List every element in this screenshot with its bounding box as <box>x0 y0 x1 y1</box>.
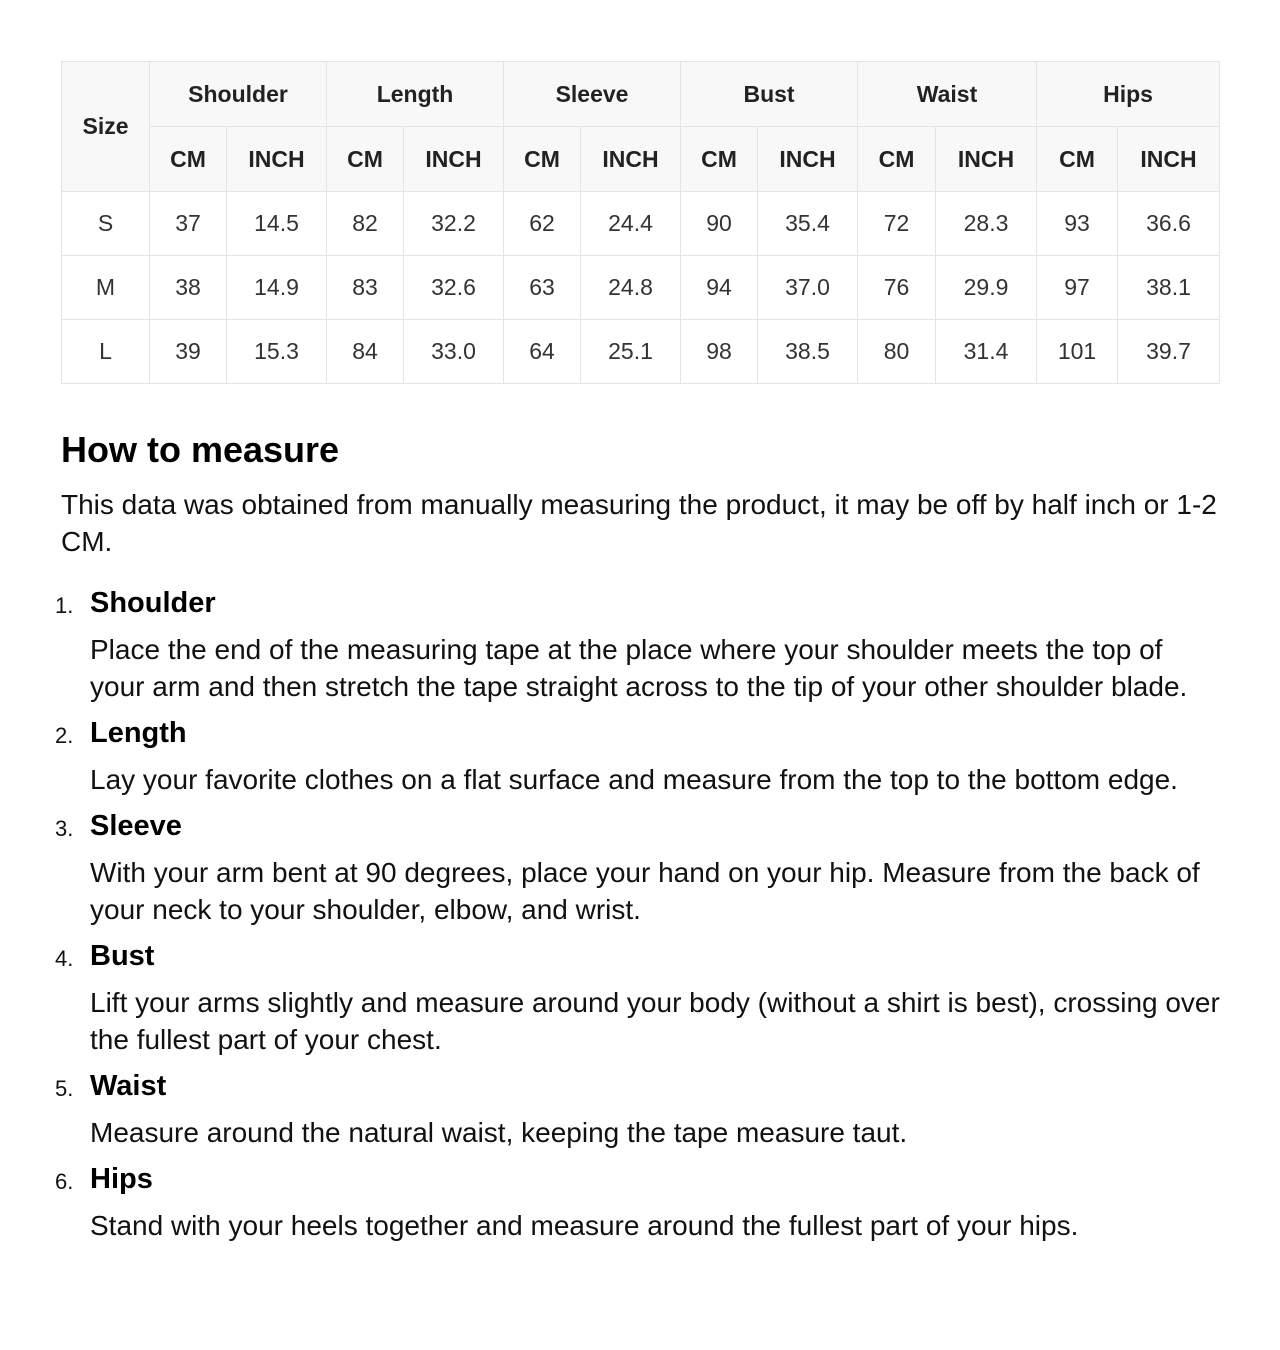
list-item <box>55 716 1219 798</box>
step-text-shoulder: Place the end of the measuring tape at the place where your shoulder meets the top of your arm and then stretch the tape straight across to the tip of your other shoulder blade. <box>90 634 1188 702</box>
step-text-bust: Lift your arms slightly and measure around your body (without a shirt is best), crossing over the fullest part of your chest. <box>90 987 1220 1055</box>
table-cell: 93 <box>1037 192 1118 256</box>
unit-header-inch: INCH <box>936 127 1037 192</box>
step-title-shoulder: Shoulder <box>90 587 216 619</box>
table-cell: 64 <box>504 320 581 384</box>
size-chart-table <box>61 61 1220 384</box>
table-cell: 38 <box>150 256 227 320</box>
table-cell: 63 <box>504 256 581 320</box>
unit-header-inch: INCH <box>404 127 504 192</box>
table-cell: 33.0 <box>404 320 504 384</box>
step-title-hips: Hips <box>90 1163 153 1195</box>
group-header-bust: Bust <box>681 62 858 127</box>
unit-header-cm: CM <box>327 127 404 192</box>
group-header-sleeve: Sleeve <box>504 62 681 127</box>
table-cell: 76 <box>858 256 936 320</box>
step-number: 2. <box>55 723 74 748</box>
table-cell: 101 <box>1037 320 1118 384</box>
step-text-sleeve: With your arm bent at 90 degrees, place your hand on your hip. Measure from the back of your neck to your shoulder, elbow, and wrist. <box>90 857 1200 925</box>
unit-header-cm: CM <box>681 127 758 192</box>
how-to-measure-title: How to measure <box>61 429 340 470</box>
unit-header-cm: CM <box>504 127 581 192</box>
table-row <box>62 256 1220 320</box>
table-cell: 24.4 <box>581 192 681 256</box>
step-text-hips: Stand with your heels together and measure around the fullest part of your hips. <box>90 1210 1079 1241</box>
list-item <box>55 809 1219 928</box>
table-cell: 25.1 <box>581 320 681 384</box>
table-cell: 38.5 <box>758 320 858 384</box>
size-cell: M <box>62 256 150 320</box>
step-title-waist: Waist <box>90 1070 167 1102</box>
table-cell: 24.8 <box>581 256 681 320</box>
step-number: 6. <box>55 1169 74 1194</box>
step-number: 1. <box>55 593 74 618</box>
table-cell: 62 <box>504 192 581 256</box>
table-cell: 80 <box>858 320 936 384</box>
group-header-waist: Waist <box>858 62 1037 127</box>
table-cell: 39.7 <box>1118 320 1220 384</box>
step-text-waist: Measure around the natural waist, keeping the tape measure taut. <box>90 1117 908 1148</box>
table-cell: 39 <box>150 320 227 384</box>
table-row <box>62 192 1220 256</box>
table-unit-row <box>62 127 1220 192</box>
step-title-sleeve: Sleeve <box>90 810 182 842</box>
unit-header-cm: CM <box>858 127 936 192</box>
table-cell: 36.6 <box>1118 192 1220 256</box>
table-cell: 14.5 <box>227 192 327 256</box>
unit-header-inch: INCH <box>581 127 681 192</box>
table-cell: 32.6 <box>404 256 504 320</box>
table-cell: 72 <box>858 192 936 256</box>
list-item <box>55 939 1220 1058</box>
measurement-steps-list <box>55 586 1220 1244</box>
step-text-length: Lay your favorite clothes on a flat surface and measure from the top to the bottom edge. <box>90 764 1178 795</box>
step-number: 5. <box>55 1076 74 1101</box>
table-cell: 32.2 <box>404 192 504 256</box>
table-cell: 28.3 <box>936 192 1037 256</box>
size-guide <box>55 61 1220 1255</box>
group-header-hips: Hips <box>1037 62 1220 127</box>
list-item <box>55 586 1219 705</box>
table-cell: 35.4 <box>758 192 858 256</box>
table-cell: 94 <box>681 256 758 320</box>
step-number: 3. <box>55 816 74 841</box>
step-title-bust: Bust <box>90 940 155 972</box>
unit-header-inch: INCH <box>758 127 858 192</box>
measurement-disclaimer: This data was obtained from manually measuring the product, it may be off by half inch or 1-2 CM. <box>61 489 1217 557</box>
unit-header-cm: CM <box>1037 127 1118 192</box>
unit-header-cm: CM <box>150 127 227 192</box>
table-cell: 97 <box>1037 256 1118 320</box>
table-cell: 90 <box>681 192 758 256</box>
table-cell: 31.4 <box>936 320 1037 384</box>
table-cell: 38.1 <box>1118 256 1220 320</box>
unit-header-inch: INCH <box>227 127 327 192</box>
table-cell: 14.9 <box>227 256 327 320</box>
table-row <box>62 320 1220 384</box>
list-item <box>55 1162 1219 1244</box>
list-item <box>55 1069 1219 1151</box>
step-number: 4. <box>55 946 74 971</box>
group-header-length: Length <box>327 62 504 127</box>
table-cell: 15.3 <box>227 320 327 384</box>
group-header-shoulder: Shoulder <box>150 62 327 127</box>
table-cell: 37.0 <box>758 256 858 320</box>
step-title-length: Length <box>90 717 187 749</box>
table-cell: 37 <box>150 192 227 256</box>
size-column-header: Size <box>62 62 150 192</box>
size-cell: S <box>62 192 150 256</box>
table-header-row <box>62 62 1220 127</box>
table-cell: 82 <box>327 192 404 256</box>
size-cell: L <box>62 320 150 384</box>
table-cell: 98 <box>681 320 758 384</box>
table-cell: 84 <box>327 320 404 384</box>
table-cell: 83 <box>327 256 404 320</box>
unit-header-inch: INCH <box>1118 127 1220 192</box>
table-cell: 29.9 <box>936 256 1037 320</box>
